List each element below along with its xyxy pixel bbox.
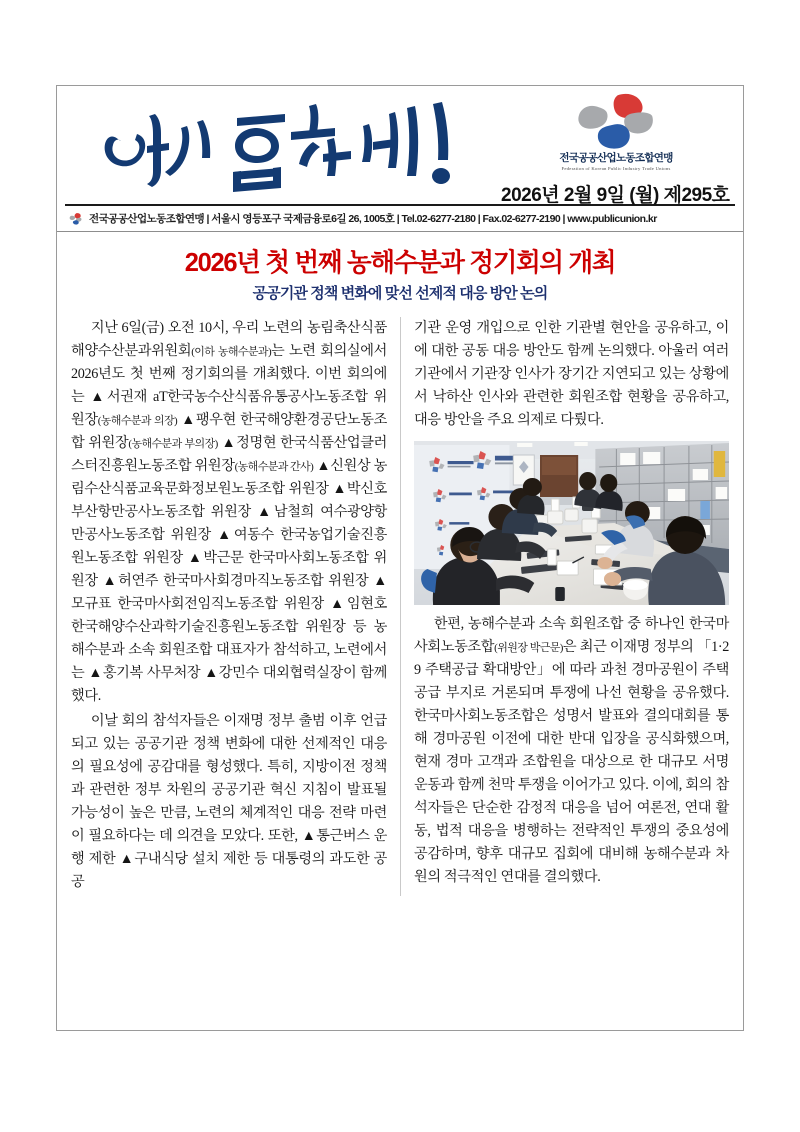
para1-seg-i: ▲신원상 농림수산식품교육문화정보원노동조합 위원장 ▲박신호 부산항만공사노동조합 위원장 ▲남철희 여수광양항만공사노동조합 위원장 ▲여동수 한국농업기술진흥원노동조합 위원장 ▲박근문 한국마사회노동조합 위원장 ▲허연주 한국마사회경마직노동조합 위원장 ▲모규표 한국마사회전임직노동조합 위원장 ▲임현호 한국해양수산과학기술진흥원노동조합 위원장 등 농해수분과 소속 회원조합 대표자가 참석하고, 노련에서는 ▲홍기복 사무처장 ▲강민수 대외협력실장이 함께 했다. [71,458,387,705]
logo-korean-name: 전국공공산업노동조합연맹 [559,152,673,164]
content-sheet [56,85,744,1031]
para-right2-seg-c: 은 최근 이재명 정부의 「1·29 주택공급 확대방안」에 따라 과천 경마공원이 주택공급 부지로 거론되며 투쟁에 나선 현황을 공유했다. 한국마사회노동조합은 성명서 발표와 결의대회를 통해 경마공원 이전에 대한 반대 입장을 공식화했으며, 현재 경마 고객과 조합원을 대상으로 한 대규모 서명운동과 함께 천막 투쟁을 이어가고 있다. 이에, 회의 참석자들은 단순한 감정적 대응을 넘어 여론전, 연대 활동, 법적 대응을 병행하는 전략적인 투쟁의 중요성에 공감하며, 향후 대규모 집회에 대비해 농해수분과 차원의 적극적인 연대를 결의했다. [414,639,730,886]
para1-seg-c: 는 노련 회의실에서 2026년도 첫 번째 정기회의를 개최했다. 이번 회의에는 ▲서권재 aT한국농수산식품유통공사노동조합 위원장 [71,343,387,429]
para-right2-seg-a: 한편, 농해수분과 소속 회원조합 중 하나인 한국마사회노동조합 [414,616,729,656]
para1-seg-a: 지난 6일(금) 오전 10시, 우리 노련의 농림축산식품해양수산분과위원회 [71,320,387,360]
paragraph-right-2 [414,613,729,889]
left-column [71,317,400,896]
paragraph-right-1: 기관 운영 개입으로 인한 기관별 현안을 공유하고, 이에 대한 공동 대응 방안도 함께 논의했다. 아울러 여러 기관에서 기관장 인사가 장기간 지연되고 있는 상황에서 낙하산 인사와 관련한 회원조합 현황을 공유하고, 대응 방안을 주요 의제로 다뤘다. [414,320,729,429]
federation-logo [501,90,731,171]
article-subheadline: 공공기관 정책 변화에 맞선 선제적 대응 방안 논의 [252,285,548,303]
article-body [57,309,743,906]
para1-seg-e: ▲팽우현 한국해양환경공단노동조합 위원장 [71,412,387,452]
meeting-photo [414,441,729,605]
headline-zone [57,232,743,309]
brush-calligraphy-title [77,88,497,200]
masthead [57,86,743,204]
bullet-logo-icon [69,212,82,225]
para1-seg-d: (농해수분과 의장) [97,415,178,428]
masthead-right-block [501,90,731,207]
paragraph-left-1 [71,317,387,708]
contact-strip [57,206,743,232]
pinwheel-logo-icon [573,90,659,152]
article-headline: 2026년 첫 번째 농해수분과 정기회의 개최 [184,249,616,277]
paragraph-left-2: 이날 회의 참석자들은 이재명 정부 출범 이후 언급되고 있는 공공기관 정책 변화에 대한 선제적인 대응의 필요성에 공감대를 형성했다. 특히, 지방이전 정책과 관련한 정부 차원의 공공기관 혁신 지침이 발표될 가능성이 높은 만큼, 노련의 체계적인 대응 전략 마련이 필요하다는 데 의견을 모았다. 또한, ▲통근버스 운행 제한 ▲구내식당 설치 제한 등 대통령의 과도한 공공 [71,713,387,891]
para1-seg-f: (농해수분과 부의장) [128,438,218,451]
para1-seg-b: (이하 농해수분과) [191,346,272,359]
contact-info-text: 전국공공산업노동조합연맹 | 서울시 영등포구 국제금융로6길 26, 1005호 | Tel.02-6277-2180 | Fax.02-6277-2190 | www.publicunion.kr [89,213,657,225]
logo-english-name: Federation of Korean Public Industry Trade Unions [561,165,671,171]
issue-date-line: 2026년 2월 9일 (월) 제295호 [501,184,730,206]
right-column [400,317,729,896]
para1-seg-h: (농해수분과 간사) [234,461,314,474]
para1-seg-g: ▲정명현 한국식품산업클러스터진흥원노동조합 위원장 [71,435,387,475]
para-right2-seg-b: (위원장 박근문) [494,642,563,655]
